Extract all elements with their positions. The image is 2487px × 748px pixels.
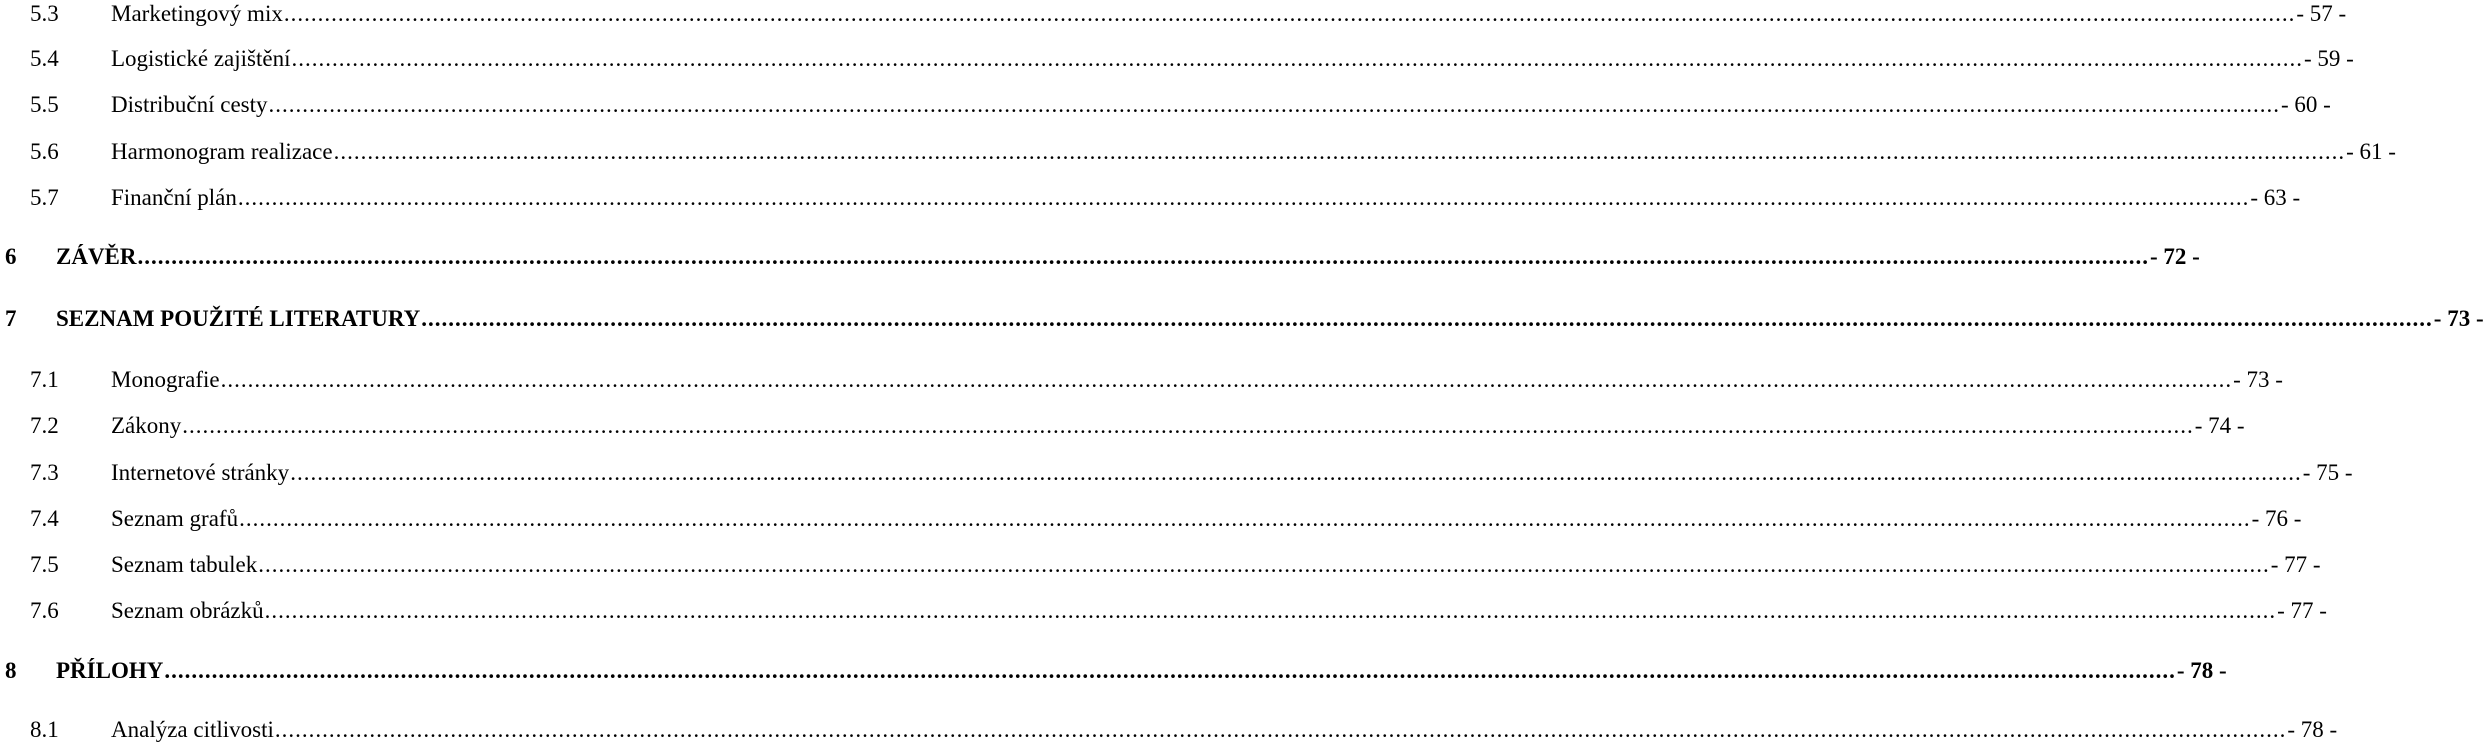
toc-entry-page: - 72 -: [2150, 244, 2200, 269]
toc-entry-page: - 77 -: [2277, 598, 2327, 623]
toc-leader-dots: ..........................................................................................................................................................................................................................................................................................................: [220, 367, 2233, 392]
toc-entry-7-5[interactable]: [0, 551, 2321, 579]
toc-entry-8[interactable]: [0, 657, 2227, 685]
toc-entry-page: - 60 -: [2281, 92, 2331, 117]
toc-entry-5-5[interactable]: [0, 91, 2331, 119]
toc-leader-dots: ..........................................................................................................................................................................................................................................................................................................: [258, 552, 2270, 577]
toc-entry-5-6[interactable]: [0, 138, 2396, 166]
toc-entry-page: - 57 -: [2296, 1, 2347, 26]
toc-entry-page: - 73 -: [2433, 306, 2484, 331]
toc-entry-7-4[interactable]: [0, 505, 2302, 533]
toc-entry-page: - 75 -: [2302, 460, 2353, 485]
toc-leader-dots: ..........................................................................................................................................................................................................................................................................................................: [274, 717, 2287, 742]
toc-entry-number: 7: [5, 306, 17, 331]
toc-leader-dots: ..........................................................................................................................................................................................................................................................................................................: [290, 460, 2302, 485]
toc-entry-title: Logistické zajištění: [111, 46, 291, 71]
toc-entry-7-6[interactable]: [0, 597, 2327, 625]
toc-entry-title: Internetové stránky: [111, 460, 290, 485]
toc-leader-dots: ..........................................................................................................................................................................................................................................................................................................: [239, 506, 2251, 531]
toc-entry-number: 5.7: [30, 185, 59, 210]
toc-entry-page: - 73 -: [2233, 367, 2283, 392]
toc-entry-title: Analýza citlivosti: [111, 717, 274, 742]
toc-leader-dots: ..........................................................................................................................................................................................................................................................................................................: [164, 658, 2176, 683]
toc-entry-title: Seznam grafů: [111, 506, 239, 531]
toc-leader-dots: ..........................................................................................................................................................................................................................................................................................................: [291, 46, 2303, 71]
toc-entry-page: - 78 -: [2287, 717, 2338, 742]
toc-entry-number: 7.3: [30, 460, 59, 485]
toc-entry-number: 5.5: [30, 92, 59, 117]
toc-entry-number: 5.4: [30, 46, 59, 71]
toc-leader-dots: ..........................................................................................................................................................................................................................................................................................................: [237, 185, 2250, 210]
toc-entry-title: Seznam tabulek: [111, 552, 258, 577]
toc-entry-number: 7.6: [30, 598, 59, 623]
toc-entry-title: Monografie: [111, 367, 220, 392]
toc-leader-dots: ..........................................................................................................................................................................................................................................................................................................: [264, 598, 2277, 623]
toc-entry-number: 5.6: [30, 139, 59, 164]
toc-entry-number: 7.1: [30, 367, 59, 392]
toc-entry-number: 7.4: [30, 506, 59, 531]
toc-leader-dots: ..........................................................................................................................................................................................................................................................................................................: [333, 139, 2346, 164]
toc-entry-title: Marketingový mix: [111, 1, 283, 26]
toc-entry-number: 6: [5, 244, 17, 269]
toc-entry-page: - 59 -: [2303, 46, 2354, 71]
toc-entry-title: PŘÍLOHY: [56, 658, 164, 683]
toc-entry-7-2[interactable]: [0, 412, 2245, 440]
toc-entry-5-7[interactable]: [0, 184, 2301, 212]
toc-entry-page: - 63 -: [2250, 185, 2301, 210]
toc-leader-dots: ..........................................................................................................................................................................................................................................................................................................: [268, 92, 2280, 117]
toc-entry-7-3[interactable]: [0, 459, 2353, 487]
toc-entry-title: ZÁVĚR: [56, 244, 137, 269]
toc-entry-number: 8.1: [30, 717, 59, 742]
toc-leader-dots: ..........................................................................................................................................................................................................................................................................................................: [182, 413, 2194, 438]
toc-entry-title: Harmonogram realizace: [111, 139, 333, 164]
toc-entry-5-3[interactable]: [0, 0, 2347, 28]
toc-entry-6[interactable]: [0, 243, 2200, 271]
toc-entry-title: Distribuční cesty: [111, 92, 268, 117]
toc-entry-5-4[interactable]: [0, 45, 2354, 73]
toc-entry-page: - 78 -: [2176, 658, 2227, 683]
toc-entry-number: 7.2: [30, 413, 59, 438]
toc-entry-page: - 77 -: [2270, 552, 2321, 577]
toc-leader-dots: ..........................................................................................................................................................................................................................................................................................................: [137, 244, 2150, 269]
toc-entry-title: Seznam obrázků: [111, 598, 264, 623]
toc-entry-title: SEZNAM POUŽITÉ LITERATURY: [56, 306, 421, 331]
toc-entry-number: 8: [5, 658, 17, 683]
toc-entry-number: 5.3: [30, 1, 59, 26]
toc-leader-dots: ..........................................................................................................................................................................................................................................................................................................: [421, 306, 2433, 331]
toc-entry-page: - 76 -: [2251, 506, 2302, 531]
toc-entry-page: - 74 -: [2194, 413, 2245, 438]
toc-entry-7-1[interactable]: [0, 366, 2283, 394]
toc-entry-number: 7.5: [30, 552, 59, 577]
toc-entry-title: Zákony: [111, 413, 182, 438]
toc-entry-title: Finanční plán: [111, 185, 237, 210]
toc-entry-7[interactable]: [0, 305, 2484, 333]
toc-entry-page: - 61 -: [2346, 139, 2396, 164]
toc-entry-8-1[interactable]: [0, 716, 2338, 744]
toc-leader-dots: ..........................................................................................................................................................................................................................................................................................................: [283, 1, 2296, 26]
